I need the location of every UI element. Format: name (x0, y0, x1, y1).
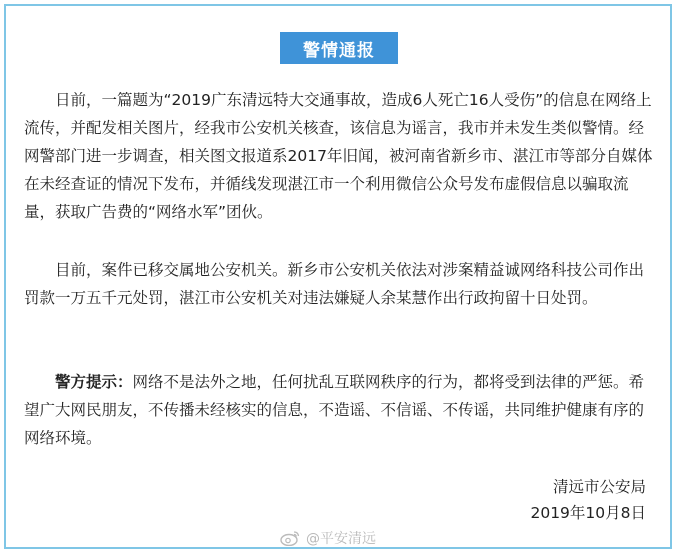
signature-date: 2019年10月8日 (530, 504, 646, 522)
weibo-icon (280, 530, 300, 546)
signature-org: 清远市公安局 (552, 478, 646, 496)
signature (530, 474, 646, 526)
police-tip (24, 368, 654, 452)
police-tip-text: 网络不是法外之地，任何扰乱互联网秩序的行为，都将受到法律的严惩。希望广大网民朋友，不传播未经核实的信息，不造谣、不信谣、不传谣，共同维护健康有序的网络环境。 (24, 373, 645, 447)
watermark (280, 528, 376, 548)
paragraph-2: 目前，案件已移交属地公安机关。新乡市公安机关依法对涉案精益诚网络科技公司作出罚款一万五千元处罚，湛江市公安机关对违法嫌疑人余某慧作出行政拘留十日处罚。 (24, 261, 645, 307)
notice-title: 警情通报 (280, 32, 398, 64)
watermark-text: @平安清远 (306, 531, 376, 547)
paragraph-1: 日前，一篇题为“2019广东清远特大交通事故，造成6人死亡16人受伤”的信息在网络上流传，并配发相关图片，经我市公安机关核查，该信息为谣言，我市并未发生类似警情。经网警部门进一步调查，相关图文报道系2017年旧闻，被河南省新乡市、湛江市等部分自媒体在未经查证的情况下发布，并循线发现湛江市一个利用微信公众号发布虚假信息以骗取流量，获取广告费的“网络水军”团伙。 (24, 91, 653, 221)
police-tip-label: 警方提示： (55, 373, 133, 391)
